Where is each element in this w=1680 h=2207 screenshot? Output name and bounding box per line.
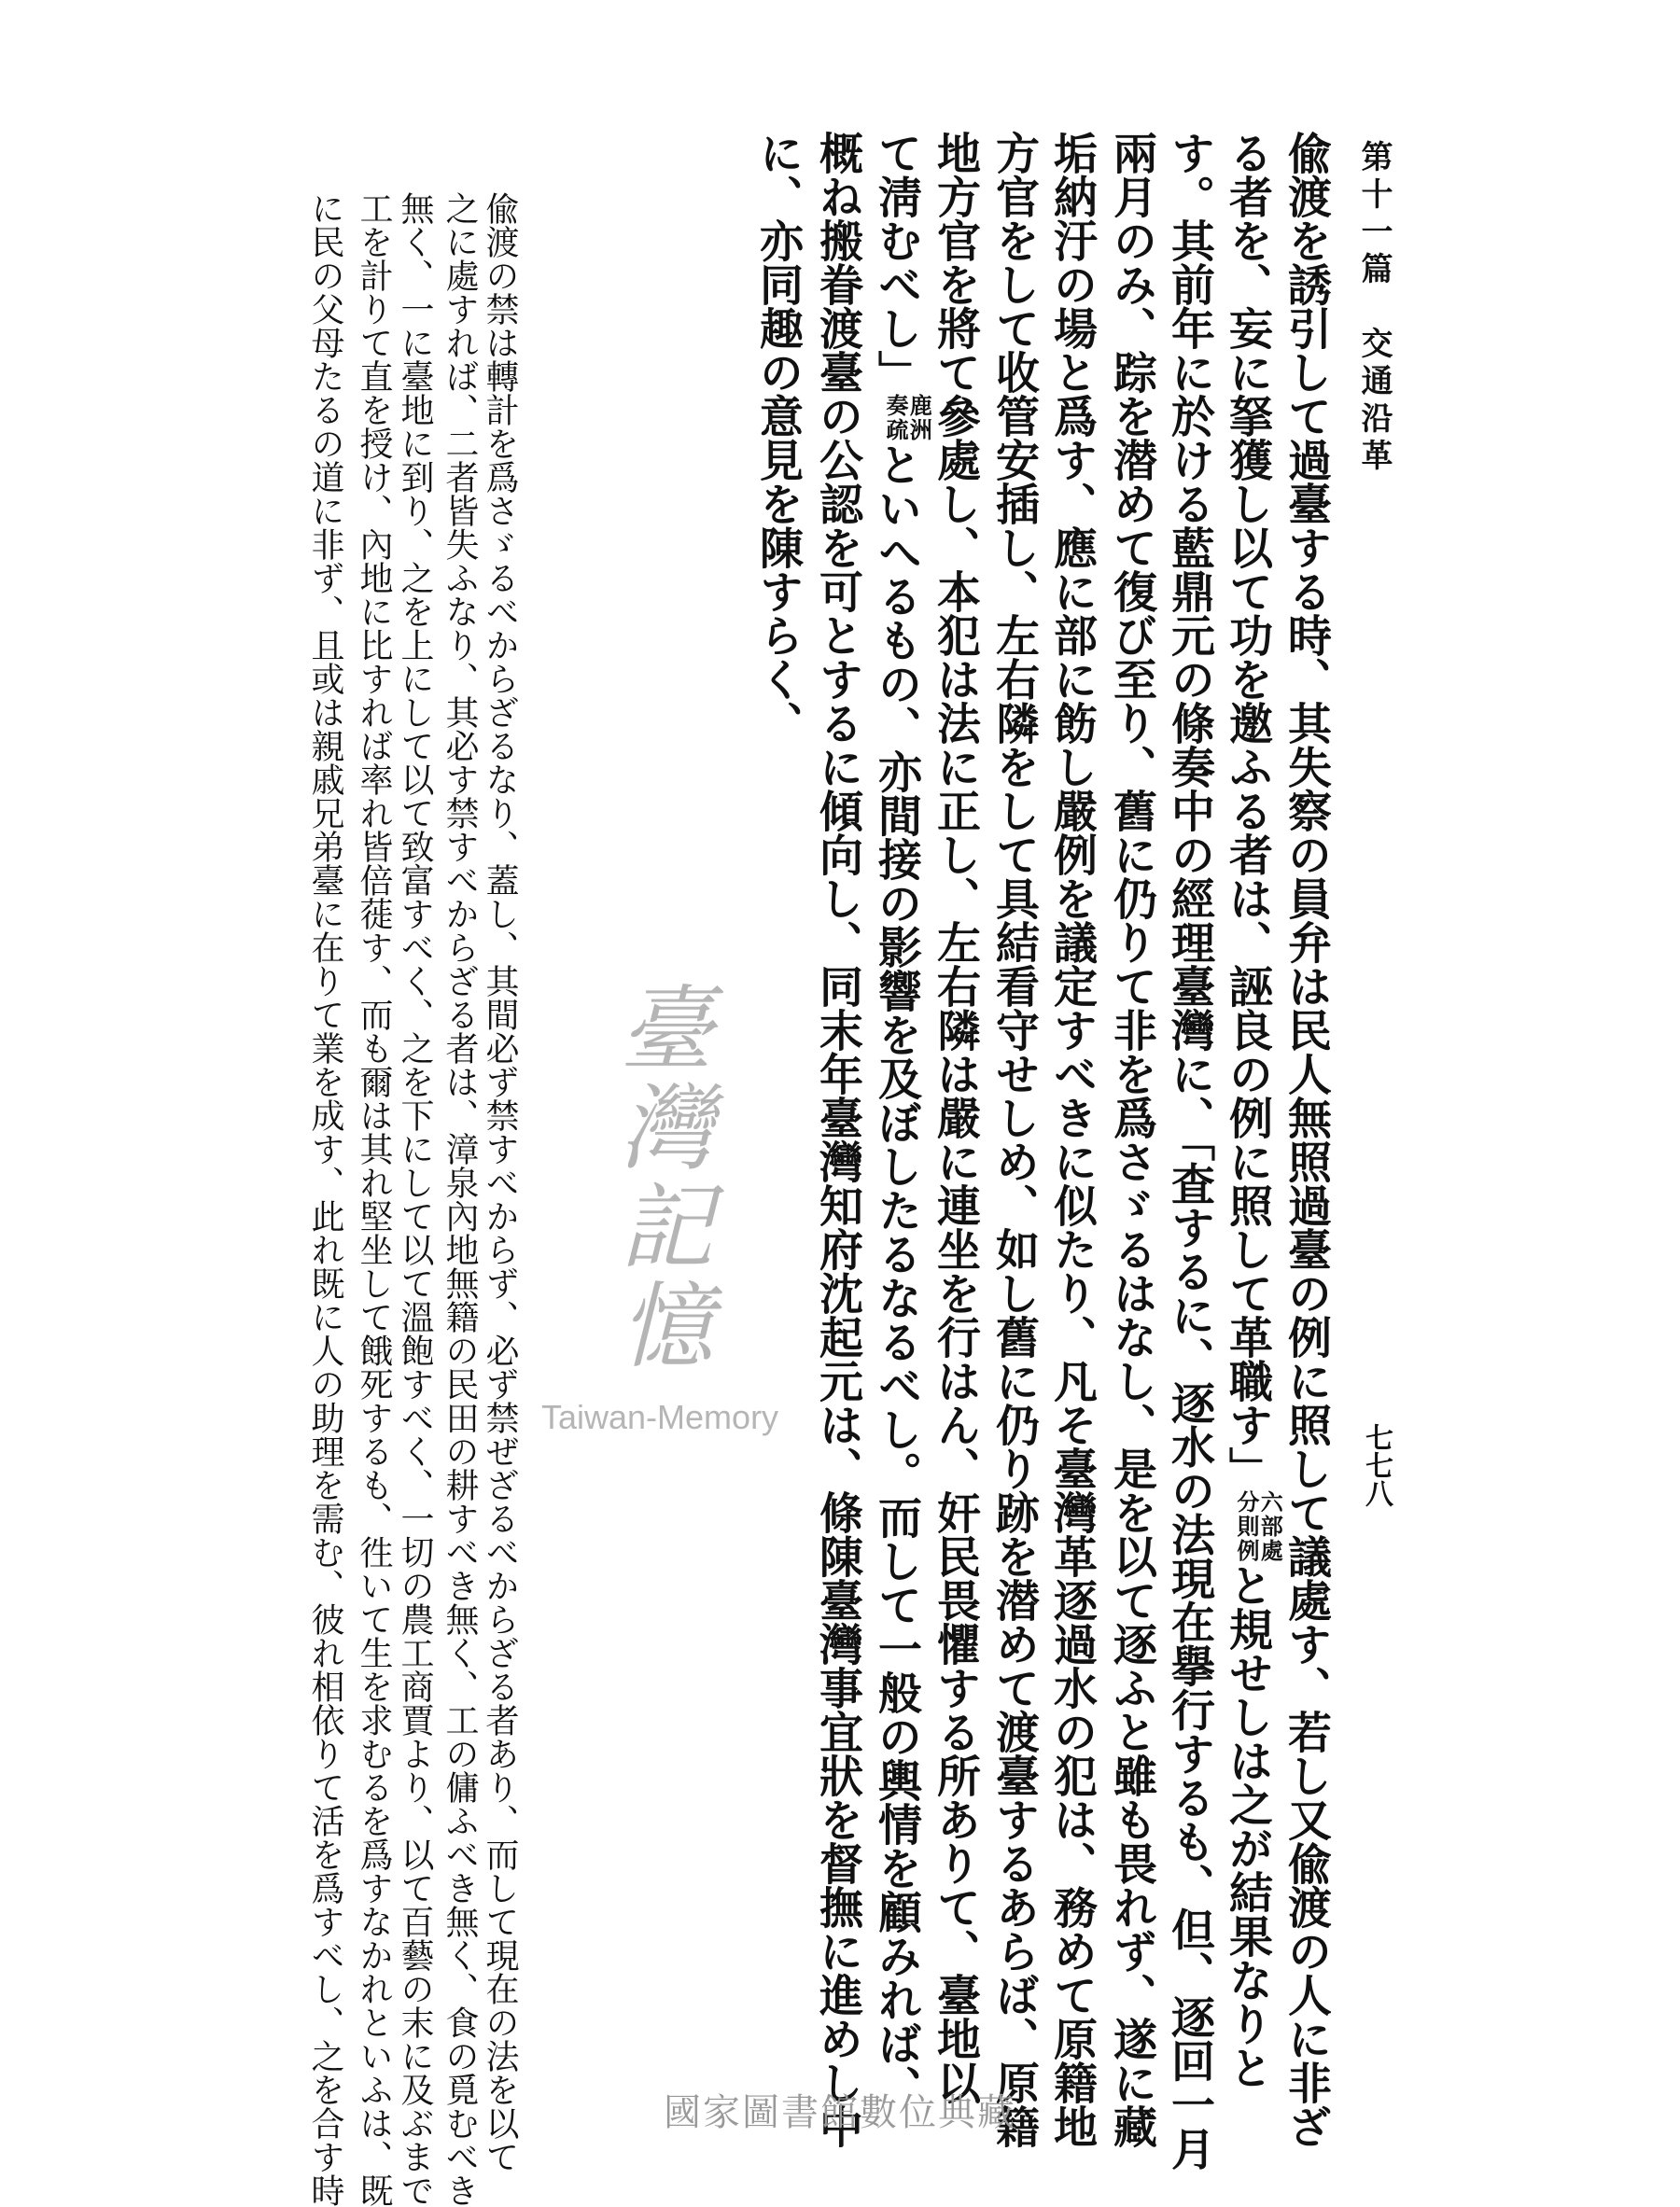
main-text-column	[871, 131, 933, 2109]
main-text-column: 偸渡を誘引して過臺する時、其失察の員弁は民人無照過臺の例に照して議處す、若し又偸渡の人に非ざ	[1281, 131, 1332, 2148]
annotation-line: 奏疏	[882, 394, 909, 442]
quote-column: 之に處すれば、二者皆失ふなり、其必す禁すべからざる者は、漳泉內地無籍の民田の耕すべき無く、工の傭ふべき無く、食の覓むべき	[441, 191, 479, 2207]
footer-credit: 國家圖書館數位典藏	[664, 2092, 1016, 2133]
main-text-column: 概ね搬眷渡臺の公認を可とするに傾向し、同末年臺灣知府沈起元は、條陳臺灣事宜狀を督撫に進めし中	[812, 131, 863, 2148]
annotation-line: 鹿洲	[905, 394, 933, 442]
watermark-english: Taiwan-Memory	[541, 1398, 779, 1436]
main-text-column	[1222, 131, 1284, 2089]
watermark-logo	[541, 980, 779, 1437]
chapter-title: 交通沿革	[1355, 327, 1393, 476]
main-text-column: 垢納汙の場と爲す、應に部に飭し嚴例を議定すべきに似たり、凡そ臺灣革逐過水の犯は、務めて原籍地	[1046, 131, 1098, 2148]
quote-column: に民の父母たるの道に非ず、且或は親戚兄弟臺に在りて業を成す、此れ既に人の助理を需む、彼れ相依りて活を爲すべし、之を合す時	[306, 191, 344, 2207]
main-text-column: す。其前年に於ける藍鼎元の條奏中の經理臺灣に、「査するに、逐水の法現在擧行するも、但、逐回一月	[1164, 131, 1215, 2171]
text-segment: と規せしは之が結果なりと	[1222, 1563, 1273, 2089]
quote-column: 偸渡の禁は轉計を爲さゞるべからざるなり、蓋し、其間必ず禁すべからず、必ず禁ぜざるべからざる者あり、而して現在の法を以て	[481, 191, 519, 2173]
main-text-column: に、亦同趣の意見を陳すらく、	[752, 131, 804, 745]
text-segment: る者を、妄に拏獲し以て功を邀ふる者は、誣良の例に照して革職す」	[1222, 131, 1273, 1490]
quote-column: 工を計りて直を授け、內地に比すれば率れ皆倍蓰す、而も爾は其れ堅坐して餓死するも、徃いて生を求むるを爲すなかれといふは、既	[355, 191, 393, 2207]
inline-annotation	[884, 394, 931, 442]
running-header	[1351, 140, 1397, 476]
main-text-column: 方官をして收管安插し、左右隣をして具結看守せしめ、如し舊に仍り跡を潜めて渡臺するあらば、原籍	[988, 131, 1040, 2148]
watermark-chinese: 臺灣記憶	[604, 980, 713, 1376]
main-text-column: 兩月のみ、踪を潜めて復び至り、舊に仍りて非を爲さゞるはなし、是を以て逐ふと雖も畏れず、遂に藏	[1106, 131, 1157, 2148]
annotation-line: 分則例	[1233, 1490, 1260, 1563]
page-number: 七七八	[1360, 1423, 1393, 1507]
main-text-column: 地方官を將て參處し、本犯は法に正し、左右隣は嚴に連坐を行はん、奸民畏懼する所ありて、臺地以	[930, 131, 981, 2104]
inline-annotation	[1233, 1490, 1284, 1563]
quote-column: 無く、一に臺地に到り、之を上にして以て致富すべく、之を下にして以て溫飽すべく、一切の農工商賈より、以て百藝の末に及ぶまで	[396, 191, 434, 2207]
text-segment: といへるもの、亦間接の影響を及ぼしたるなるべし。而して一般の輿情を顧みれば、	[871, 442, 922, 2109]
chapter-label: 第十一篇	[1355, 140, 1393, 289]
annotation-line: 六部處	[1256, 1490, 1284, 1563]
text-segment: て淸むべし」	[871, 131, 922, 394]
